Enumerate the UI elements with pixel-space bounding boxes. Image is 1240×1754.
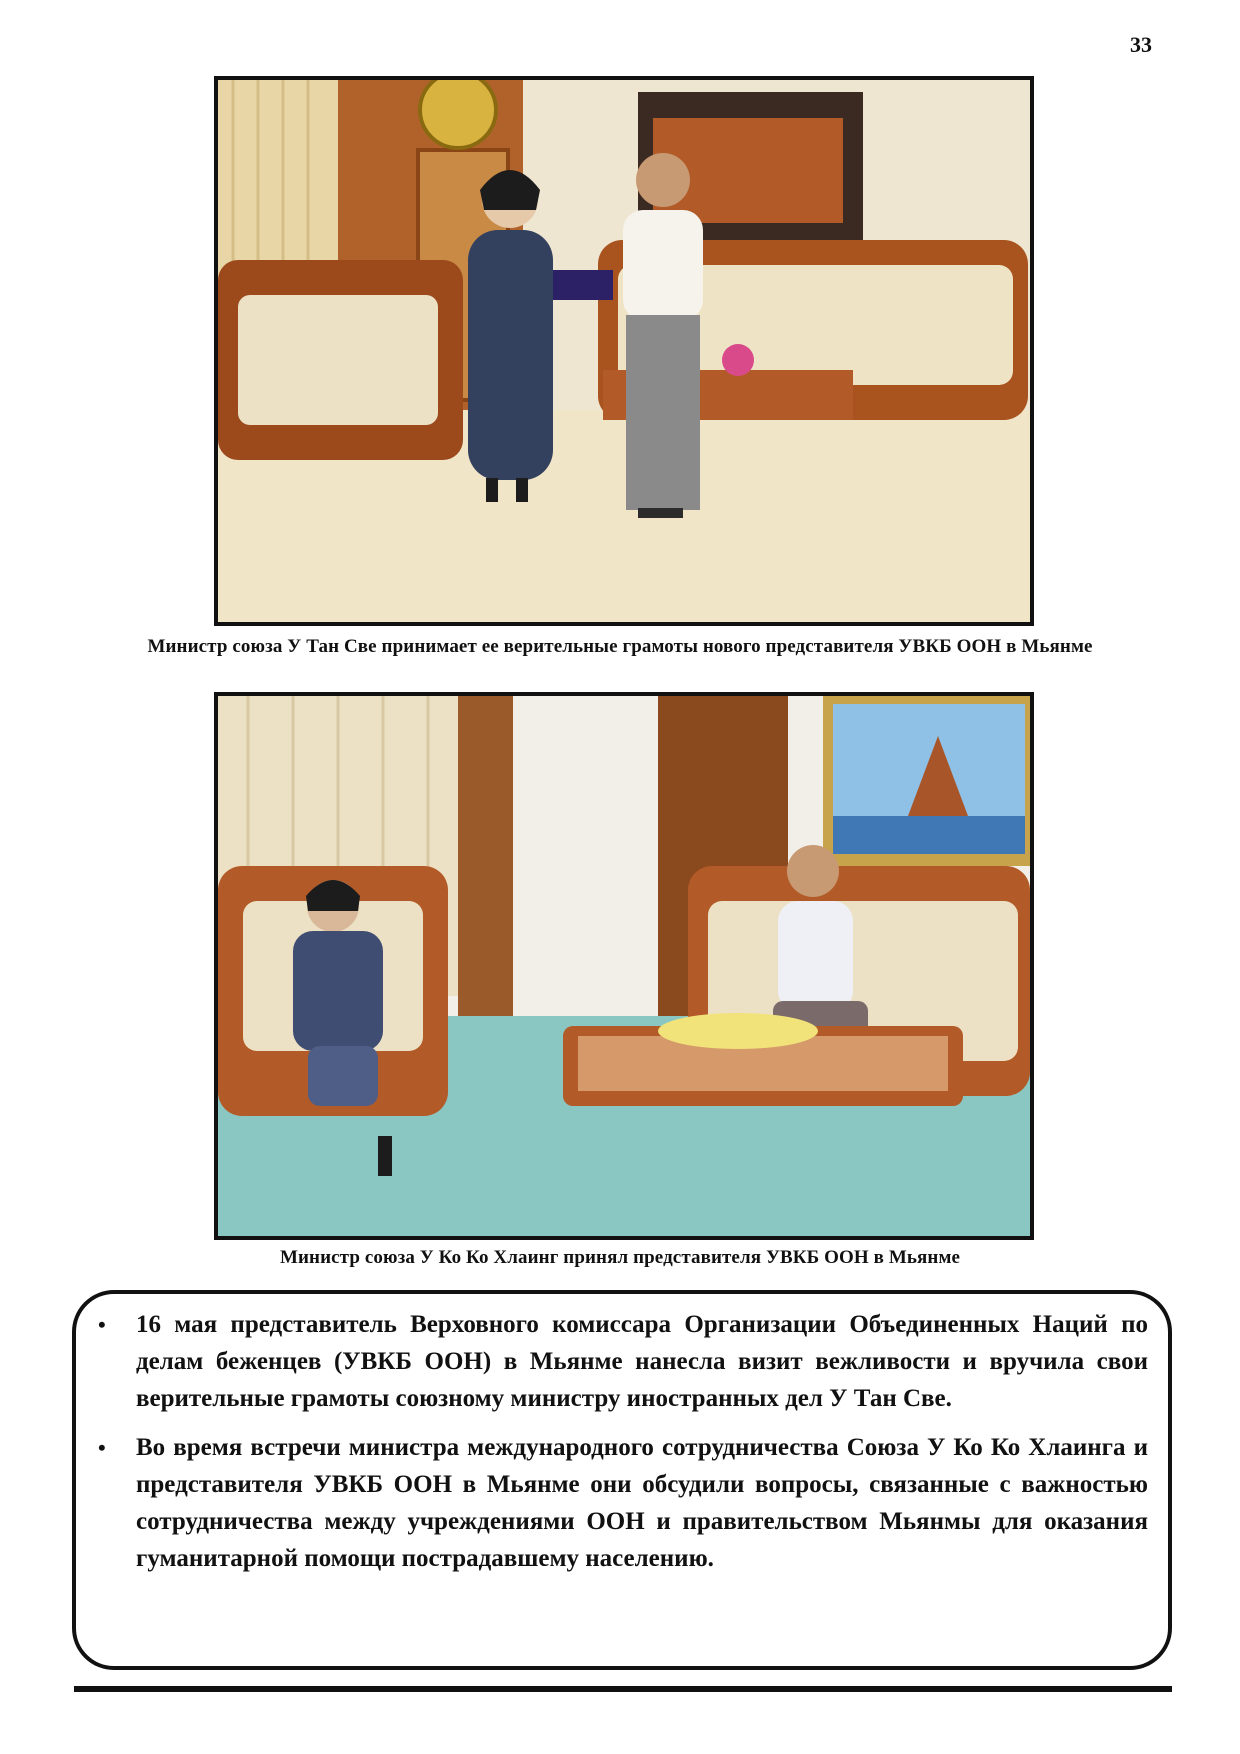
bottom-divider	[74, 1686, 1172, 1692]
bullet-icon: •	[98, 1312, 106, 1337]
bullet-text: Во время встречи министра международного сотрудничества Союза У Ко Ко Хлаинга и представителя УВКБ ООН в Мьянме они обсудили вопросы, связанные с важностью сотрудничества между учреждениями ООН и правительством Мьянмы для оказания гуманитарной помощи пострадавшему населению.	[136, 1434, 1148, 1572]
photo-caption-1: Министр союза У Тан Све принимает ее верительные грамоты нового представителя УВКБ ООН в Мьянме	[147, 636, 1093, 657]
photo-meeting-image	[218, 696, 1030, 1236]
info-bullet-list	[92, 1306, 1148, 1589]
photo-meeting	[214, 692, 1034, 1240]
page-number: 33	[1130, 32, 1152, 57]
bullet-icon: •	[98, 1435, 106, 1460]
photo-credentials-image	[218, 80, 1030, 622]
bullet-item	[92, 1306, 1148, 1417]
photo-caption-2: Министр союза У Ко Ко Хлаинг принял представителя УВКБ ООН в Мьянме	[279, 1247, 961, 1268]
bullet-text: 16 мая представитель Верховного комиссара Организации Объединенных Наций по делам беженцев (УВКБ ООН) в Мьянме нанесла визит вежливости и вручила свои верительные грамоты союзному министру иностранных дел У Тан Све.	[136, 1311, 1148, 1412]
photo-credentials-ceremony	[214, 76, 1034, 626]
bullet-item	[92, 1429, 1148, 1577]
